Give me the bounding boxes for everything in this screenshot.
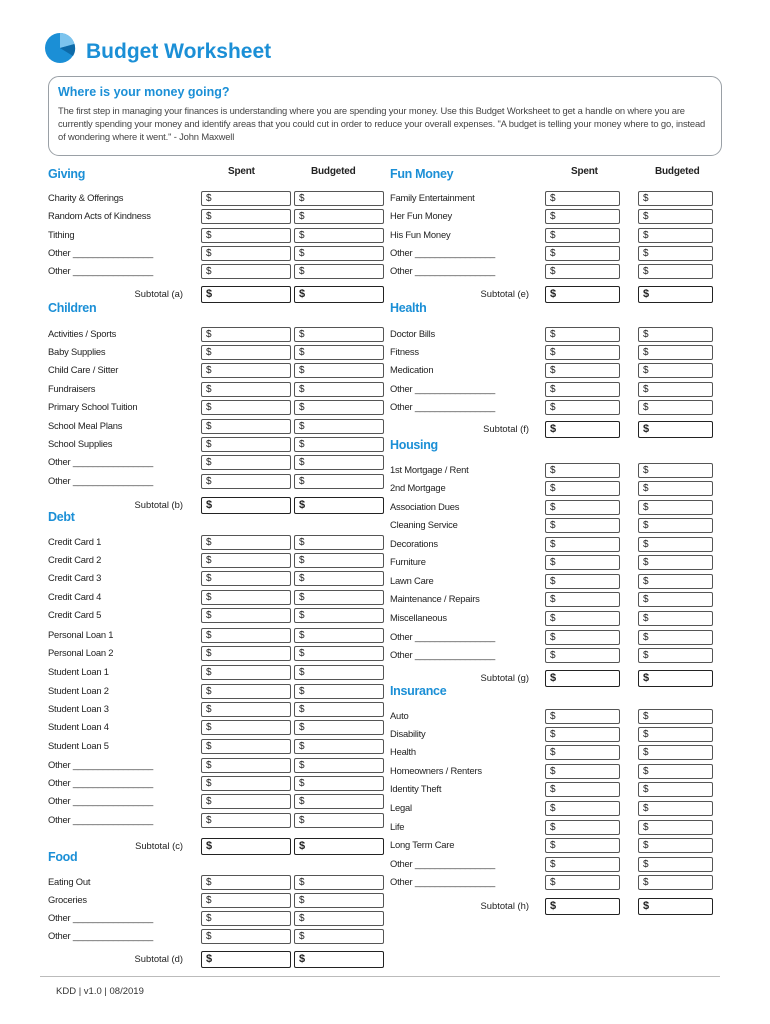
children-spent-field[interactable]: $ <box>201 455 291 470</box>
debt-budgeted-field[interactable]: $ <box>294 665 384 680</box>
insurance-budgeted-field[interactable]: $ <box>638 727 713 742</box>
children-spent-field[interactable]: $ <box>201 437 291 452</box>
line-item-label: Other ________________ <box>390 383 496 394</box>
line-item-label: Other ________________ <box>390 649 496 660</box>
line-item-label: Primary School Tuition <box>48 401 138 412</box>
housing-spent-field[interactable]: $ <box>545 630 620 645</box>
housing-spent-field[interactable]: $ <box>545 574 620 589</box>
line-item-label: 1st Mortgage / Rent <box>390 464 469 475</box>
housing-budgeted-field[interactable]: $ <box>638 648 713 663</box>
line-item-label: Other ________________ <box>390 401 496 412</box>
line-item-label: Other ________________ <box>390 247 496 258</box>
col-head-spent-left: Spent <box>228 166 255 177</box>
line-item-label: Auto <box>390 710 409 721</box>
giving-budgeted-field[interactable]: $ <box>294 228 384 243</box>
housing-budgeted-field[interactable]: $ <box>638 574 713 589</box>
line-item-label: Personal Loan 2 <box>48 647 114 658</box>
section-title-food: Food <box>48 850 78 864</box>
page-title: Budget Worksheet <box>86 40 272 63</box>
children-budgeted-field[interactable]: $ <box>294 327 384 342</box>
children-subtotal-spent-field[interactable]: $ <box>201 497 291 514</box>
debt-subtotal-label: Subtotal (c) <box>135 840 183 851</box>
debt-spent-field[interactable]: $ <box>201 702 291 717</box>
line-item-label: Identity Theft <box>390 783 442 794</box>
debt-subtotal-spent-field[interactable]: $ <box>201 838 291 855</box>
line-item-label: Long Term Care <box>390 839 455 850</box>
line-item-label: Disability <box>390 728 426 739</box>
line-item-label: Other ________________ <box>48 247 154 258</box>
line-item-label: Eating Out <box>48 876 91 887</box>
line-item-label: Tithing <box>48 229 75 240</box>
line-item-label: Other ________________ <box>390 265 496 276</box>
housing-budgeted-field[interactable]: $ <box>638 518 713 533</box>
housing-spent-field[interactable]: $ <box>545 592 620 607</box>
fun-money-subtotal-label: Subtotal (e) <box>480 288 529 299</box>
health-budgeted-field[interactable]: $ <box>638 382 713 397</box>
debt-budgeted-field[interactable]: $ <box>294 646 384 661</box>
children-spent-field[interactable]: $ <box>201 363 291 378</box>
debt-budgeted-field[interactable]: $ <box>294 571 384 586</box>
footer-version: KDD | v1.0 | 08/2019 <box>56 986 144 997</box>
debt-budgeted-field[interactable]: $ <box>294 794 384 809</box>
debt-budgeted-field[interactable]: $ <box>294 608 384 623</box>
debt-budgeted-field[interactable]: $ <box>294 813 384 828</box>
line-item-label: Student Loan 4 <box>48 721 109 732</box>
line-item-label: Her Fun Money <box>390 210 453 221</box>
debt-spent-field[interactable]: $ <box>201 590 291 605</box>
children-subtotal-label: Subtotal (b) <box>134 499 183 510</box>
health-spent-field[interactable]: $ <box>545 363 620 378</box>
line-item-label: Child Care / Sitter <box>48 364 119 375</box>
children-budgeted-field[interactable]: $ <box>294 455 384 470</box>
children-spent-field[interactable]: $ <box>201 327 291 342</box>
line-item-label: Family Entertainment <box>390 192 475 203</box>
food-spent-field[interactable]: $ <box>201 911 291 926</box>
giving-subtotal-label: Subtotal (a) <box>134 288 183 299</box>
insurance-spent-field[interactable]: $ <box>545 745 620 760</box>
health-subtotal-label: Subtotal (f) <box>483 423 529 434</box>
line-item-label: Decorations <box>390 538 438 549</box>
food-budgeted-field[interactable]: $ <box>294 929 384 944</box>
insurance-spent-field[interactable]: $ <box>545 727 620 742</box>
giving-spent-field[interactable]: $ <box>201 191 291 206</box>
giving-spent-field[interactable]: $ <box>201 246 291 261</box>
children-budgeted-field[interactable]: $ <box>294 474 384 489</box>
fun-money-spent-field[interactable]: $ <box>545 264 620 279</box>
footer-divider <box>40 976 720 977</box>
fun-money-subtotal-budgeted-field[interactable]: $ <box>638 286 713 303</box>
line-item-label: Charity & Offerings <box>48 192 124 203</box>
giving-spent-field[interactable]: $ <box>201 209 291 224</box>
line-item-label: Credit Card 3 <box>48 572 102 583</box>
insurance-budgeted-field[interactable]: $ <box>638 801 713 816</box>
food-budgeted-field[interactable]: $ <box>294 875 384 890</box>
line-item-label: Baby Supplies <box>48 346 106 357</box>
line-item-label: School Meal Plans <box>48 420 123 431</box>
debt-spent-field[interactable]: $ <box>201 776 291 791</box>
housing-budgeted-field[interactable]: $ <box>638 537 713 552</box>
debt-spent-field[interactable]: $ <box>201 684 291 699</box>
line-item-label: Groceries <box>48 894 87 905</box>
section-title-fun-money: Fun Money <box>390 167 454 181</box>
line-item-label: Random Acts of Kindness <box>48 210 151 221</box>
fun-money-spent-field[interactable]: $ <box>545 246 620 261</box>
fun-money-subtotal-spent-field[interactable]: $ <box>545 286 620 303</box>
health-spent-field[interactable]: $ <box>545 345 620 360</box>
line-item-label: School Supplies <box>48 438 113 449</box>
housing-budgeted-field[interactable]: $ <box>638 630 713 645</box>
housing-spent-field[interactable]: $ <box>545 481 620 496</box>
line-item-label: Other ________________ <box>390 858 496 869</box>
insurance-budgeted-field[interactable]: $ <box>638 820 713 835</box>
line-item-label: Other ________________ <box>390 876 496 887</box>
housing-budgeted-field[interactable]: $ <box>638 555 713 570</box>
col-head-budgeted-right: Budgeted <box>655 166 700 177</box>
health-spent-field[interactable]: $ <box>545 327 620 342</box>
debt-spent-field[interactable]: $ <box>201 608 291 623</box>
debt-subtotal-budgeted-field[interactable]: $ <box>294 838 384 855</box>
debt-budgeted-field[interactable]: $ <box>294 535 384 550</box>
giving-subtotal-budgeted-field[interactable]: $ <box>294 286 384 303</box>
housing-budgeted-field[interactable]: $ <box>638 611 713 626</box>
line-item-label: Other ________________ <box>48 930 154 941</box>
section-title-children: Children <box>48 301 97 315</box>
insurance-spent-field[interactable]: $ <box>545 838 620 853</box>
line-item-label: Association Dues <box>390 501 460 512</box>
children-spent-field[interactable]: $ <box>201 419 291 434</box>
debt-spent-field[interactable]: $ <box>201 720 291 735</box>
debt-spent-field[interactable]: $ <box>201 571 291 586</box>
fun-money-budgeted-field[interactable]: $ <box>638 246 713 261</box>
housing-subtotal-budgeted-field[interactable]: $ <box>638 670 713 687</box>
housing-spent-field[interactable]: $ <box>545 518 620 533</box>
insurance-budgeted-field[interactable]: $ <box>638 857 713 872</box>
insurance-budgeted-field[interactable]: $ <box>638 764 713 779</box>
housing-spent-field[interactable]: $ <box>545 648 620 663</box>
debt-spent-field[interactable]: $ <box>201 628 291 643</box>
intro-heading: Where is your money going? <box>58 85 230 99</box>
insurance-spent-field[interactable]: $ <box>545 782 620 797</box>
insurance-spent-field[interactable]: $ <box>545 801 620 816</box>
housing-spent-field[interactable]: $ <box>545 500 620 515</box>
line-item-label: Credit Card 5 <box>48 609 102 620</box>
housing-budgeted-field[interactable]: $ <box>638 463 713 478</box>
debt-budgeted-field[interactable]: $ <box>294 590 384 605</box>
line-item-label: Medication <box>390 364 434 375</box>
children-budgeted-field[interactable]: $ <box>294 419 384 434</box>
fun-money-budgeted-field[interactable]: $ <box>638 228 713 243</box>
debt-budgeted-field[interactable]: $ <box>294 720 384 735</box>
children-budgeted-field[interactable]: $ <box>294 345 384 360</box>
line-item-label: Credit Card 2 <box>48 554 102 565</box>
line-item-label: Student Loan 1 <box>48 666 109 677</box>
debt-spent-field[interactable]: $ <box>201 646 291 661</box>
food-budgeted-field[interactable]: $ <box>294 893 384 908</box>
line-item-label: Doctor Bills <box>390 328 436 339</box>
giving-budgeted-field[interactable]: $ <box>294 191 384 206</box>
line-item-label: Life <box>390 821 405 832</box>
health-budgeted-field[interactable]: $ <box>638 327 713 342</box>
food-subtotal-budgeted-field[interactable]: $ <box>294 951 384 968</box>
insurance-budgeted-field[interactable]: $ <box>638 709 713 724</box>
health-spent-field[interactable]: $ <box>545 382 620 397</box>
giving-budgeted-field[interactable]: $ <box>294 209 384 224</box>
line-item-label: Credit Card 1 <box>48 536 102 547</box>
line-item-label: Furniture <box>390 556 426 567</box>
section-title-insurance: Insurance <box>390 684 447 698</box>
housing-spent-field[interactable]: $ <box>545 611 620 626</box>
debt-spent-field[interactable]: $ <box>201 813 291 828</box>
children-spent-field[interactable]: $ <box>201 400 291 415</box>
debt-budgeted-field[interactable]: $ <box>294 702 384 717</box>
insurance-budgeted-field[interactable]: $ <box>638 838 713 853</box>
children-budgeted-field[interactable]: $ <box>294 437 384 452</box>
pie-chart-icon <box>44 32 76 64</box>
line-item-label: Other ________________ <box>48 814 154 825</box>
line-item-label: Student Loan 3 <box>48 703 109 714</box>
line-item-label: Maintenance / Repairs <box>390 593 480 604</box>
children-spent-field[interactable]: $ <box>201 345 291 360</box>
housing-budgeted-field[interactable]: $ <box>638 481 713 496</box>
food-spent-field[interactable]: $ <box>201 875 291 890</box>
debt-spent-field[interactable]: $ <box>201 553 291 568</box>
debt-budgeted-field[interactable]: $ <box>294 628 384 643</box>
section-title-debt: Debt <box>48 510 75 524</box>
line-item-label: Fundraisers <box>48 383 96 394</box>
line-item-label: Lawn Care <box>390 575 434 586</box>
giving-budgeted-field[interactable]: $ <box>294 246 384 261</box>
giving-budgeted-field[interactable]: $ <box>294 264 384 279</box>
intro-box <box>48 76 722 156</box>
children-spent-field[interactable]: $ <box>201 474 291 489</box>
line-item-label: Fitness <box>390 346 419 357</box>
line-item-label: Other ________________ <box>390 631 496 642</box>
health-spent-field[interactable]: $ <box>545 400 620 415</box>
col-head-spent-right: Spent <box>571 166 598 177</box>
line-item-label: 2nd Mortgage <box>390 482 446 493</box>
health-subtotal-budgeted-field[interactable]: $ <box>638 421 713 438</box>
children-spent-field[interactable]: $ <box>201 382 291 397</box>
debt-spent-field[interactable]: $ <box>201 535 291 550</box>
line-item-label: Other ________________ <box>48 759 154 770</box>
section-title-giving: Giving <box>48 167 86 181</box>
health-subtotal-spent-field[interactable]: $ <box>545 421 620 438</box>
food-spent-field[interactable]: $ <box>201 929 291 944</box>
giving-subtotal-spent-field[interactable]: $ <box>201 286 291 303</box>
fun-money-budgeted-field[interactable]: $ <box>638 264 713 279</box>
fun-money-budgeted-field[interactable]: $ <box>638 191 713 206</box>
housing-subtotal-label: Subtotal (g) <box>480 672 529 683</box>
insurance-spent-field[interactable]: $ <box>545 709 620 724</box>
insurance-budgeted-field[interactable]: $ <box>638 782 713 797</box>
children-subtotal-budgeted-field[interactable]: $ <box>294 497 384 514</box>
food-subtotal-label: Subtotal (d) <box>134 953 183 964</box>
fun-money-budgeted-field[interactable]: $ <box>638 209 713 224</box>
debt-budgeted-field[interactable]: $ <box>294 553 384 568</box>
housing-spent-field[interactable]: $ <box>545 537 620 552</box>
children-budgeted-field[interactable]: $ <box>294 400 384 415</box>
line-item-label: Student Loan 2 <box>48 685 109 696</box>
children-budgeted-field[interactable]: $ <box>294 382 384 397</box>
debt-budgeted-field[interactable]: $ <box>294 776 384 791</box>
line-item-label: Cleaning Service <box>390 519 458 530</box>
insurance-spent-field[interactable]: $ <box>545 875 620 890</box>
housing-spent-field[interactable]: $ <box>545 463 620 478</box>
line-item-label: Other ________________ <box>48 777 154 788</box>
debt-spent-field[interactable]: $ <box>201 758 291 773</box>
health-budgeted-field[interactable]: $ <box>638 400 713 415</box>
col-head-budgeted-left: Budgeted <box>311 166 356 177</box>
fun-money-spent-field[interactable]: $ <box>545 191 620 206</box>
insurance-budgeted-field[interactable]: $ <box>638 745 713 760</box>
line-item-label: Other ________________ <box>48 795 154 806</box>
food-subtotal-spent-field[interactable]: $ <box>201 951 291 968</box>
debt-spent-field[interactable]: $ <box>201 739 291 754</box>
giving-spent-field[interactable]: $ <box>201 228 291 243</box>
insurance-spent-field[interactable]: $ <box>545 764 620 779</box>
line-item-label: His Fun Money <box>390 229 451 240</box>
insurance-subtotal-budgeted-field[interactable]: $ <box>638 898 713 915</box>
insurance-spent-field[interactable]: $ <box>545 820 620 835</box>
intro-text: The first step in managing your finances is understanding where you are spending your money. Use this Budget Worksheet to get a handle on where you are currently spending your money and identify areas that you could cut in order to reduce your overall expenses. "A budget is telling your money where to go, instead of wondering where it went." - John Maxwell <box>58 105 706 142</box>
health-budgeted-field[interactable]: $ <box>638 363 713 378</box>
giving-spent-field[interactable]: $ <box>201 264 291 279</box>
debt-budgeted-field[interactable]: $ <box>294 739 384 754</box>
line-item-label: Personal Loan 1 <box>48 629 114 640</box>
health-budgeted-field[interactable]: $ <box>638 345 713 360</box>
line-item-label: Miscellaneous <box>390 612 447 623</box>
line-item-label: Health <box>390 746 416 757</box>
section-title-health: Health <box>390 301 427 315</box>
section-title-housing: Housing <box>390 438 438 452</box>
fun-money-spent-field[interactable]: $ <box>545 228 620 243</box>
debt-spent-field[interactable]: $ <box>201 665 291 680</box>
line-item-label: Credit Card 4 <box>48 591 102 602</box>
housing-subtotal-spent-field[interactable]: $ <box>545 670 620 687</box>
food-budgeted-field[interactable]: $ <box>294 911 384 926</box>
insurance-budgeted-field[interactable]: $ <box>638 875 713 890</box>
housing-spent-field[interactable]: $ <box>545 555 620 570</box>
debt-budgeted-field[interactable]: $ <box>294 684 384 699</box>
line-item-label: Other ________________ <box>48 912 154 923</box>
line-item-label: Homeowners / Renters <box>390 765 482 776</box>
housing-budgeted-field[interactable]: $ <box>638 592 713 607</box>
line-item-label: Other ________________ <box>48 475 154 486</box>
line-item-label: Other ________________ <box>48 456 154 467</box>
insurance-subtotal-spent-field[interactable]: $ <box>545 898 620 915</box>
insurance-subtotal-label: Subtotal (h) <box>480 900 529 911</box>
housing-budgeted-field[interactable]: $ <box>638 500 713 515</box>
debt-spent-field[interactable]: $ <box>201 794 291 809</box>
line-item-label: Legal <box>390 802 412 813</box>
line-item-label: Student Loan 5 <box>48 740 109 751</box>
line-item-label: Activities / Sports <box>48 328 117 339</box>
insurance-spent-field[interactable]: $ <box>545 857 620 872</box>
line-item-label: Other ________________ <box>48 265 154 276</box>
debt-budgeted-field[interactable]: $ <box>294 758 384 773</box>
fun-money-spent-field[interactable]: $ <box>545 209 620 224</box>
children-budgeted-field[interactable]: $ <box>294 363 384 378</box>
food-spent-field[interactable]: $ <box>201 893 291 908</box>
